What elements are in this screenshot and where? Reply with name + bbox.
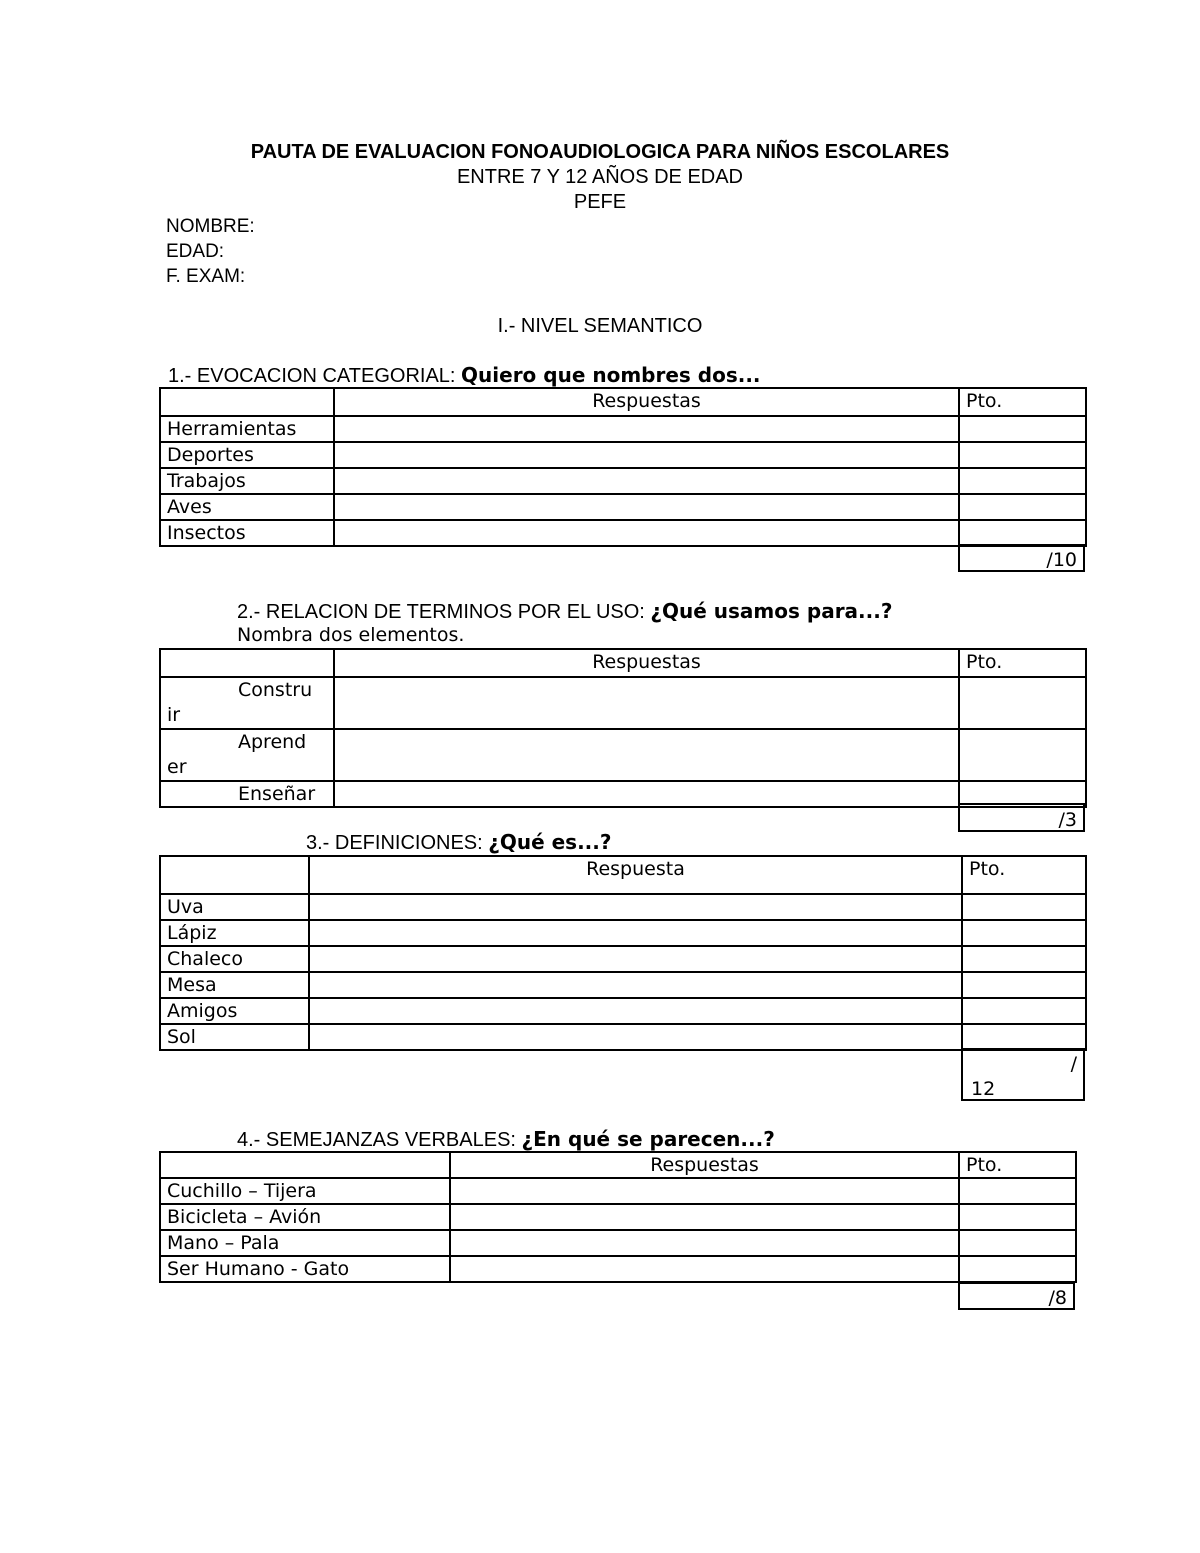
section2-prompt: ¿Qué usamos para...? — [650, 599, 893, 623]
verb-label-line1: Enseñar — [238, 783, 316, 805]
section3-total-slash: / — [1070, 1053, 1077, 1075]
answer-cell[interactable] — [334, 677, 959, 729]
table-row — [160, 894, 1086, 920]
points-column-header: Pto. — [959, 388, 1086, 416]
answers-column-header: Respuestas — [450, 1152, 959, 1178]
table-row — [160, 1178, 1076, 1204]
answers-column-header: Respuesta — [309, 856, 962, 894]
table-row — [160, 998, 1086, 1024]
table-row — [160, 468, 1086, 494]
category-label: Insectos — [160, 520, 334, 546]
points-column-header: Pto. — [959, 649, 1086, 677]
verb-label-line2: er — [167, 756, 187, 778]
level-title: I.- NIVEL SEMANTICO — [497, 315, 703, 337]
answer-cell[interactable] — [309, 894, 962, 920]
answer-cell[interactable] — [450, 1256, 959, 1282]
verb-label-line1: Aprend — [238, 731, 307, 753]
word-label: Chaleco — [160, 946, 309, 972]
section4-table — [159, 1151, 1077, 1283]
name-field-label: NOMBRE: — [166, 216, 255, 237]
answer-cell[interactable] — [334, 729, 959, 781]
section4-label: 4.- SEMEJANZAS VERBALES: — [237, 1129, 522, 1151]
section2-heading — [237, 601, 892, 622]
table-row — [160, 781, 1086, 807]
word-label: Amigos — [160, 998, 309, 1024]
table-header-row — [160, 856, 1086, 894]
word-label: Lápiz — [160, 920, 309, 946]
answer-cell[interactable] — [309, 920, 962, 946]
points-cell[interactable] — [959, 729, 1086, 781]
answer-cell[interactable] — [334, 442, 959, 468]
age-field-label: EDAD: — [166, 241, 225, 262]
verb-label — [160, 729, 334, 781]
table-row — [160, 972, 1086, 998]
table-row — [160, 1024, 1086, 1050]
points-cell[interactable] — [962, 946, 1086, 972]
points-column-header: Pto. — [962, 856, 1086, 894]
document-title: PAUTA DE EVALUACION FONOAUDIOLOGICA PARA NIÑOS ESCOLARES — [250, 141, 950, 163]
section3-heading — [306, 832, 611, 853]
word-pair-label: Ser Humano - Gato — [160, 1256, 450, 1282]
points-cell[interactable] — [959, 494, 1086, 520]
verb-label — [160, 677, 334, 729]
section2-table — [159, 648, 1087, 808]
answers-column-header: Respuestas — [334, 649, 959, 677]
header-blank-cell — [160, 856, 309, 894]
points-cell[interactable] — [962, 998, 1086, 1024]
category-label: Deportes — [160, 442, 334, 468]
section3-label: 3.- DEFINICIONES: — [306, 832, 489, 854]
word-label: Uva — [160, 894, 309, 920]
verb-label — [160, 781, 334, 807]
points-cell[interactable] — [959, 677, 1086, 729]
points-cell[interactable] — [962, 972, 1086, 998]
table-row — [160, 1256, 1076, 1282]
section3-table — [159, 855, 1087, 1051]
points-cell[interactable] — [959, 468, 1086, 494]
section3-total-box[interactable] — [961, 1048, 1085, 1101]
answer-cell[interactable] — [309, 946, 962, 972]
table-header-row — [160, 388, 1086, 416]
table-row — [160, 1204, 1076, 1230]
header-blank-cell — [160, 388, 334, 416]
word-pair-label: Cuchillo – Tijera — [160, 1178, 450, 1204]
table-row — [160, 946, 1086, 972]
category-label: Trabajos — [160, 468, 334, 494]
table-row — [160, 442, 1086, 468]
verb-label-line1: Constru — [238, 679, 313, 701]
word-pair-label: Mano – Pala — [160, 1230, 450, 1256]
answer-cell[interactable] — [309, 1024, 962, 1050]
table-row — [160, 520, 1086, 546]
answer-cell[interactable] — [309, 972, 962, 998]
section2-total-box[interactable]: /3 — [958, 803, 1085, 832]
section1-label: 1.- EVOCACION CATEGORIAL: — [168, 365, 462, 387]
points-cell[interactable] — [959, 1178, 1076, 1204]
section4-prompt: ¿En qué se parecen...? — [521, 1127, 775, 1151]
points-cell[interactable] — [962, 1024, 1086, 1050]
answer-cell[interactable] — [450, 1204, 959, 1230]
points-cell[interactable] — [959, 520, 1086, 546]
header-blank-cell — [160, 1152, 450, 1178]
table-row — [160, 416, 1086, 442]
category-label: Aves — [160, 494, 334, 520]
table-row — [160, 1230, 1076, 1256]
points-cell[interactable] — [962, 894, 1086, 920]
answer-cell[interactable] — [334, 416, 959, 442]
section2-instruction: Nombra dos elementos. — [237, 624, 465, 646]
table-row — [160, 729, 1086, 781]
points-cell[interactable] — [959, 442, 1086, 468]
exam-date-field-label: F. EXAM: — [166, 266, 246, 287]
table-row — [160, 494, 1086, 520]
word-pair-label: Bicicleta – Avión — [160, 1204, 450, 1230]
points-cell[interactable] — [959, 1230, 1076, 1256]
table-header-row — [160, 1152, 1076, 1178]
answer-cell[interactable] — [334, 468, 959, 494]
verb-label-line2: ir — [167, 704, 181, 726]
answer-cell[interactable] — [334, 781, 959, 807]
points-cell[interactable] — [959, 1204, 1076, 1230]
table-row — [160, 920, 1086, 946]
points-cell[interactable] — [959, 416, 1086, 442]
section2-label: 2.- RELACION DE TERMINOS POR EL USO: — [237, 601, 651, 623]
section3-prompt: ¿Qué es...? — [488, 830, 612, 854]
section3-total-max: 12 — [971, 1078, 996, 1100]
section1-heading — [168, 365, 761, 386]
document-acronym: PEFE — [573, 191, 627, 213]
answer-cell[interactable] — [450, 1230, 959, 1256]
category-label: Herramientas — [160, 416, 334, 442]
answers-column-header: Respuestas — [334, 388, 959, 416]
document-subtitle: ENTRE 7 Y 12 AÑOS DE EDAD — [456, 166, 744, 188]
section1-prompt: Quiero que nombres dos... — [461, 363, 761, 387]
word-label: Mesa — [160, 972, 309, 998]
points-cell[interactable] — [959, 1256, 1076, 1282]
section1-table — [159, 387, 1087, 547]
header-blank-cell — [160, 649, 334, 677]
points-cell[interactable] — [962, 920, 1086, 946]
table-header-row — [160, 649, 1086, 677]
table-row — [160, 677, 1086, 729]
answer-cell[interactable] — [450, 1178, 959, 1204]
answer-cell[interactable] — [309, 998, 962, 1024]
answer-cell[interactable] — [334, 520, 959, 546]
section4-total-box[interactable]: /8 — [958, 1282, 1075, 1310]
points-column-header: Pto. — [959, 1152, 1076, 1178]
section4-heading — [237, 1129, 775, 1150]
answer-cell[interactable] — [334, 494, 959, 520]
word-label: Sol — [160, 1024, 309, 1050]
section1-total-box[interactable]: /10 — [958, 544, 1085, 572]
